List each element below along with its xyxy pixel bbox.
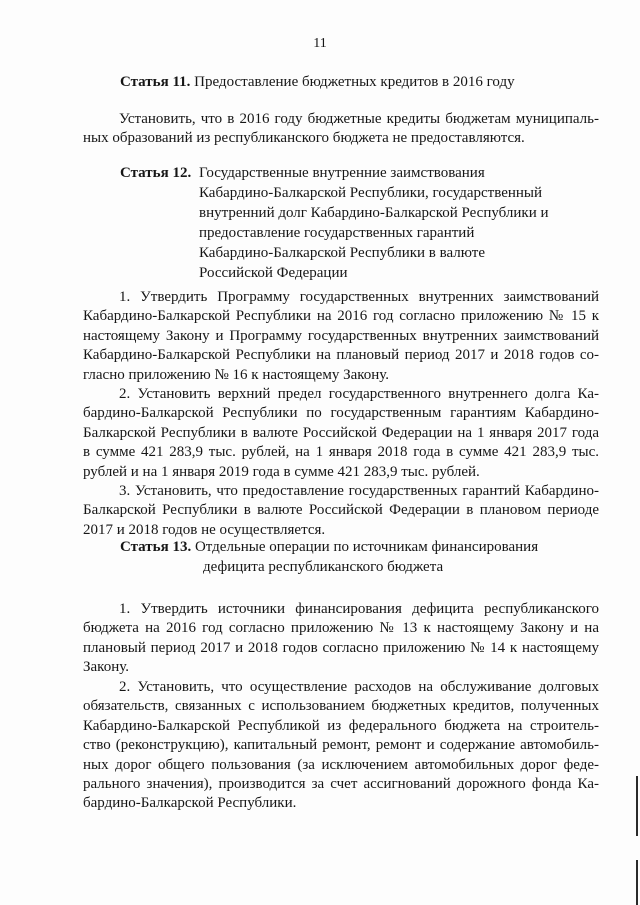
text-line: ных образований из республиканского бюджета не предоставляются. — [83, 130, 525, 147]
text-line: ных дорог общего пользования (за исключением автомобильных дорог феде- — [83, 756, 599, 773]
article-12-title — [199, 163, 579, 283]
page-number: 11 — [313, 36, 327, 51]
title-line: внутренний долг Кабардино-Балкарской Республики и — [199, 205, 549, 221]
text-line: рального значения), производится за счет ассигнований дорожного фонда Ка- — [83, 776, 599, 793]
article-11-label: Статья 11. — [120, 74, 191, 90]
article-12-paragraph-3 — [83, 482, 599, 540]
text-line: Кабардино-Балкарской Республикой из федерального бюджета на строитель- — [83, 717, 599, 734]
title-line: Кабардино-Балкарской Республики, государственный — [199, 185, 543, 201]
text-line: бардино-Балкарской Республики по государственным гарантиям Кабардино- — [83, 405, 599, 422]
text-line: Кабардино-Балкарской Республики на 2016 год согласно приложению № 15 к — [83, 308, 599, 325]
text-line: обязательств, связанных с использованием бюджетных кредитов, полученных — [83, 698, 599, 715]
article-12-paragraph-1 — [83, 288, 599, 385]
text-line: Балкарской Республики в валюте Российской Федерации на 1 января 2017 года — [83, 424, 599, 441]
title-line: предоставление государственных гарантий — [199, 225, 475, 241]
article-12-paragraph-2 — [83, 385, 599, 482]
text-line: Балкарской Республики в валюте Российской Федерации в плановом периоде — [83, 502, 599, 519]
text-line: Кабардино-Балкарской Республики на плановый период 2017 и 2018 годов со- — [83, 347, 599, 364]
article-12-label: Статья 12. — [120, 165, 192, 181]
article-12-heading — [120, 163, 549, 281]
text-line: 1. Утвердить Программу государственных внутренних заимствований — [119, 289, 599, 305]
text-line: 1. Утвердить источники финансирования дефицита республиканского — [119, 601, 599, 617]
article-13-title-line-2: дефицита республиканского бюджета — [203, 559, 444, 575]
article-13-paragraph-2 — [83, 678, 599, 814]
text-line: 2. Установить, что осуществление расходов на обслуживание долговых — [119, 679, 599, 695]
text-line: 3. Установить, что предоставление государственных гарантий Кабардино- — [119, 483, 599, 499]
text-line: 2017 и 2018 годов не осуществляется. — [83, 521, 326, 538]
text-line: 2. Установить верхний предел государственного внутреннего долга Ка- — [119, 386, 599, 402]
text-line: ство (реконструкцию), капитальный ремонт, ремонт и содержание автомобиль- — [83, 737, 599, 754]
scan-edge-mark — [636, 776, 638, 836]
text-line: бардино-Балкарской Республики. — [83, 795, 297, 812]
article-11-title: Предоставление бюджетных кредитов в 2016 году — [194, 74, 515, 90]
text-line: Закону. — [83, 659, 129, 676]
text-line: в сумме 421 283,9 тыс. рублей, на 1 января 2018 года в сумме 421 283,9 тыс. — [83, 444, 599, 461]
article-13-heading — [120, 537, 539, 575]
article-13-label: Статья 13. — [120, 539, 192, 555]
text-line: Установить, что в 2016 году бюджетные кредиты бюджетам муниципаль- — [119, 111, 599, 127]
title-line: Государственные внутренние заимствования — [199, 165, 485, 181]
article-11-text — [83, 110, 599, 149]
text-line: гласно приложению № 16 к настоящему Закону. — [83, 366, 390, 383]
article-13-title-line-1: Отдельные операции по источникам финансирования — [194, 539, 539, 555]
text-line: настоящему Закону и Программу государственных внутренних заимствований — [83, 327, 599, 344]
scan-edge-mark — [636, 860, 638, 905]
text-line: рублей и на 1 января 2019 года в сумме 421 283,9 тыс. рублей. — [83, 463, 480, 480]
title-line: Российской Федерации — [199, 265, 348, 281]
title-line: Кабардино-Балкарской Республики в валюте — [199, 245, 486, 261]
text-line: плановый период 2017 и 2018 годов согласно приложению № 14 к настоящему — [83, 639, 599, 656]
text-line: бюджета на 2016 год согласно приложению № 13 к настоящему Закону и на — [83, 620, 599, 637]
article-13-paragraph-1 — [83, 600, 599, 678]
article-11-heading — [120, 72, 515, 92]
